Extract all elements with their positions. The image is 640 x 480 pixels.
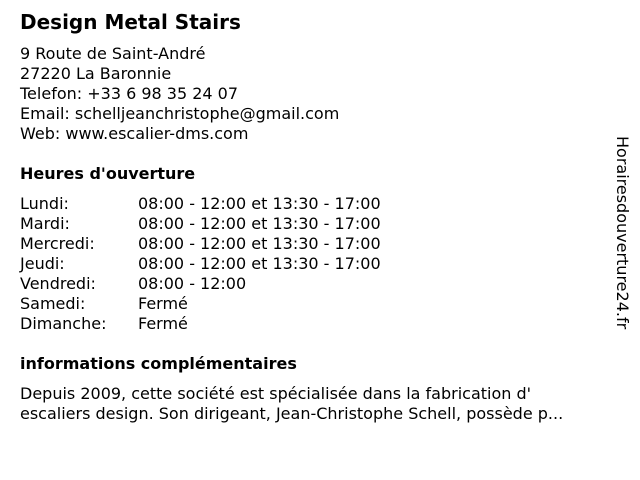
opening-hours-heading: Heures d'ouverture <box>20 164 196 183</box>
hours-row-tuesday <box>20 214 381 234</box>
day-label: Mardi: <box>20 214 70 233</box>
hours-value: 08:00 - 12:00 <box>138 274 247 293</box>
hours-value: 08:00 - 12:00 et 13:30 - 17:00 <box>138 214 381 233</box>
hours-value: Fermé <box>138 314 188 333</box>
site-watermark-label: Horairesdouverture24.fr <box>613 136 632 330</box>
address-line-1: 9 Route de Saint-André <box>20 44 206 63</box>
opening-hours-list <box>20 194 381 334</box>
hours-row-friday <box>20 274 381 294</box>
info-line-1: Depuis 2009, cette société est spécialisée dans la fabrication d' <box>20 384 532 403</box>
hours-row-thursday <box>20 254 381 274</box>
hours-row-wednesday <box>20 234 381 254</box>
phone-text: Telefon: +33 6 98 35 24 07 <box>20 84 239 103</box>
email-text: Email: schelljeanchristophe@gmail.com <box>20 104 340 123</box>
hours-row-monday <box>20 194 381 214</box>
day-label: Lundi: <box>20 194 69 213</box>
hours-row-sunday <box>20 314 381 334</box>
hours-value: 08:00 - 12:00 et 13:30 - 17:00 <box>138 254 381 273</box>
day-label: Vendredi: <box>20 274 96 293</box>
business-name: Design Metal Stairs <box>20 10 241 34</box>
day-label: Dimanche: <box>20 314 107 333</box>
day-label: Mercredi: <box>20 234 95 253</box>
info-line-2: escaliers design. Son dirigeant, Jean-Christophe Schell, possède p... <box>20 404 564 423</box>
hours-value: Fermé <box>138 294 188 313</box>
hours-value: 08:00 - 12:00 et 13:30 - 17:00 <box>138 194 381 213</box>
additional-info-heading: informations complémentaires <box>20 354 297 373</box>
contact-block <box>20 44 339 144</box>
address-line-2: 27220 La Baronnie <box>20 64 172 83</box>
additional-info-text <box>20 384 620 424</box>
website-text: Web: www.escalier-dms.com <box>20 124 249 143</box>
hours-row-saturday <box>20 294 381 314</box>
hours-value: 08:00 - 12:00 et 13:30 - 17:00 <box>138 234 381 253</box>
day-label: Jeudi: <box>20 254 65 273</box>
day-label: Samedi: <box>20 294 86 313</box>
